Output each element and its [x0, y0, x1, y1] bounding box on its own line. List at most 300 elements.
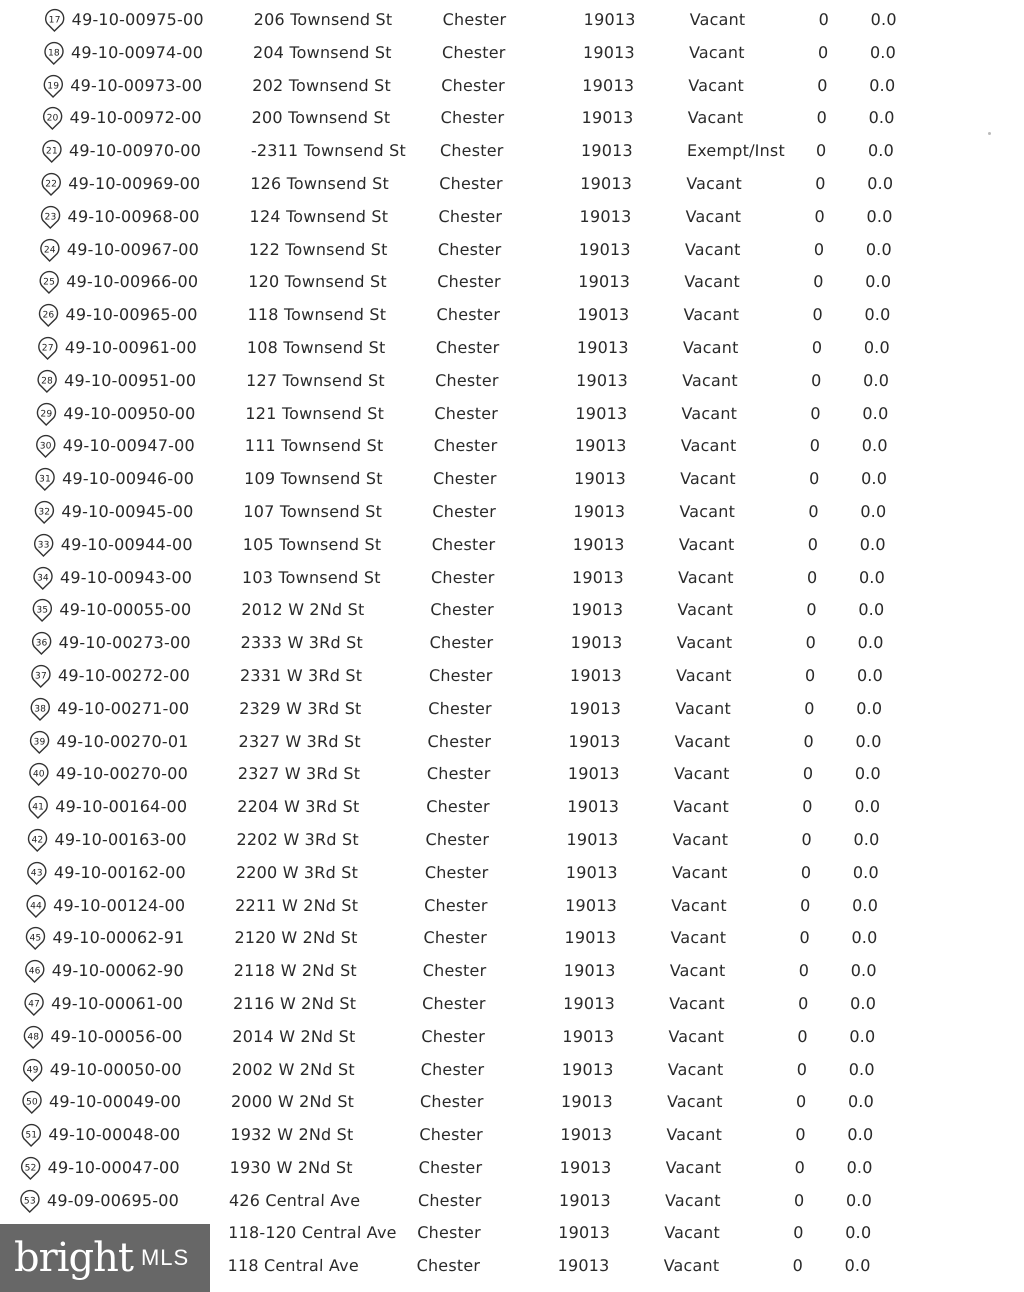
table-row [0, 168, 1021, 201]
parcel-id: 49-10-00965-00 [65, 305, 198, 325]
count-value: 0 [811, 337, 823, 357]
map-pin-icon[interactable] [20, 1123, 43, 1147]
map-pin-icon[interactable] [24, 926, 47, 950]
city: Chester [435, 337, 500, 357]
status: Vacant [672, 829, 729, 849]
city: Chester [425, 797, 490, 817]
zip-code: 19013 [569, 665, 623, 685]
zip-code: 19013 [578, 239, 631, 259]
address: 200 Townsend St [251, 108, 391, 128]
count-value: 0 [793, 1223, 804, 1243]
city: Chester [434, 403, 499, 423]
address: 2000 W 2Nd St [230, 1092, 355, 1112]
table-row [0, 135, 1021, 168]
acreage-value: 0.0 [856, 665, 884, 685]
pin-number: 34 [36, 573, 50, 584]
city: Chester [423, 928, 488, 948]
map-pin-icon[interactable] [21, 1058, 44, 1082]
map-pin-icon[interactable] [35, 402, 58, 426]
pin-number: 25 [43, 277, 56, 288]
status: Vacant [666, 1092, 723, 1112]
address: 122 Townsend St [248, 239, 388, 259]
count-value: 0 [816, 108, 828, 128]
map-pin-icon[interactable] [19, 1156, 42, 1180]
acreage-value: 0.0 [855, 731, 882, 751]
map-pin-icon[interactable] [26, 828, 49, 852]
zip-code: 19013 [558, 1223, 611, 1243]
zip-code: 19013 [560, 1092, 614, 1112]
pin-number: 44 [30, 901, 43, 912]
city: Chester [420, 1059, 485, 1079]
parcel-id: 49-10-00944-00 [60, 534, 193, 554]
pin-number: 32 [38, 507, 51, 518]
parcel-id: 49-10-00961-00 [64, 337, 198, 357]
zip-code: 19013 [565, 862, 618, 882]
parcel-id: 49-10-00972-00 [69, 108, 202, 128]
zip-code: 19013 [583, 10, 636, 29]
pin-number: 30 [39, 441, 52, 452]
pin-number: 36 [35, 638, 48, 649]
zip-code: 19013 [575, 403, 628, 423]
count-value: 0 [804, 665, 816, 685]
count-value: 0 [817, 42, 829, 62]
watermark-suffix: MLS [140, 1245, 190, 1270]
status: Vacant [687, 108, 744, 128]
count-value: 0 [800, 862, 812, 882]
status: Vacant [665, 1157, 722, 1177]
pin-number: 46 [28, 966, 41, 977]
status: Vacant [683, 272, 741, 292]
acreage-value: 0.0 [857, 633, 884, 653]
acreage-value: 0.0 [847, 1125, 874, 1145]
map-pin-icon[interactable] [41, 106, 64, 130]
status: Vacant [664, 1223, 721, 1243]
status: Vacant [668, 993, 725, 1013]
count-value: 0 [802, 764, 814, 784]
table-row [0, 1054, 1002, 1087]
count-value: 0 [808, 501, 819, 521]
address: -2311 Townsend St [250, 141, 407, 161]
acreage-value: 0.0 [859, 534, 886, 554]
zip-code: 19013 [571, 600, 624, 620]
acreage-value: 0.0 [862, 370, 890, 390]
parcel-id: 49-10-00946-00 [61, 469, 195, 489]
city: Chester [421, 993, 486, 1013]
address: 111 Townsend St [244, 436, 384, 456]
map-pin-icon[interactable] [43, 8, 66, 32]
parcel-id: 49-10-00945-00 [61, 501, 194, 521]
address: 2327 W 3Rd St [237, 764, 361, 784]
parcel-id: 49-10-00048-00 [48, 1125, 181, 1145]
status: Vacant [668, 1026, 725, 1046]
count-value: 0 [806, 600, 817, 620]
map-pin-icon[interactable] [31, 598, 54, 622]
map-pin-icon[interactable] [36, 369, 59, 393]
zip-code: 19013 [566, 797, 620, 817]
table-row [0, 726, 1009, 759]
table-row [0, 890, 1005, 923]
city: Chester [431, 534, 496, 554]
pin-number: 19 [47, 81, 60, 92]
acreage-value: 0.0 [860, 469, 888, 489]
parcel-id: 49-10-00049-00 [48, 1092, 182, 1112]
map-pin-icon[interactable] [30, 631, 53, 655]
city: Chester [432, 501, 497, 521]
zip-code: 19013 [582, 42, 636, 62]
status: Vacant [670, 928, 727, 948]
city: Chester [439, 173, 504, 193]
table-row [0, 70, 1023, 103]
count-value: 0 [815, 173, 826, 193]
table-row [0, 758, 1008, 791]
count-value: 0 [797, 993, 809, 1013]
parcel-id: 49-09-00695-00 [46, 1190, 180, 1210]
acreage-value: 0.0 [866, 206, 893, 226]
count-value: 0 [794, 1157, 806, 1177]
count-value: 0 [799, 895, 811, 915]
parcel-id: 49-10-00273-00 [58, 633, 191, 653]
address: 103 Townsend St [241, 567, 381, 587]
city: Chester [434, 370, 499, 390]
status: Vacant [674, 731, 731, 751]
zip-code: 19013 [562, 1026, 615, 1046]
address: 2120 W 2Nd St [234, 928, 358, 948]
pin-number: 29 [40, 409, 53, 420]
status: Vacant [676, 633, 733, 653]
address: 2002 W 2Nd St [231, 1059, 356, 1079]
table-row [0, 463, 1014, 496]
table-row [0, 1185, 999, 1218]
address: 2327 W 3Rd St [238, 731, 362, 751]
parcel-id: 49-10-00062-90 [51, 961, 185, 981]
count-value: 0 [797, 1026, 808, 1046]
status: Vacant [667, 1059, 724, 1079]
zip-code: 19013 [564, 928, 617, 948]
parcel-id: 49-10-00951-00 [63, 370, 197, 390]
zip-code: 19013 [577, 272, 631, 292]
city: Chester [417, 1223, 482, 1243]
status: Exempt/Inst [686, 141, 786, 161]
acreage-value: 0.0 [869, 42, 897, 62]
acreage-value: 0.0 [858, 567, 886, 587]
pin-number: 27 [41, 343, 54, 354]
acreage-value: 0.0 [863, 337, 891, 357]
city: Chester [441, 42, 506, 62]
zip-code: 19013 [579, 206, 632, 226]
watermark-word: bright [14, 1235, 133, 1281]
address: 120 Townsend St [247, 272, 388, 292]
map-pin-icon[interactable] [28, 762, 51, 786]
status: Vacant [683, 305, 740, 325]
count-value: 0 [801, 829, 813, 849]
acreage-value: 0.0 [856, 698, 883, 718]
status: Vacant [679, 501, 736, 521]
table-row [0, 988, 1003, 1021]
address: 204 Townsend St [252, 42, 392, 62]
acreage-value: 0.0 [865, 239, 893, 259]
pin-number: 42 [31, 835, 44, 846]
map-pin-icon[interactable] [40, 172, 63, 196]
acreage-value: 0.0 [847, 1092, 875, 1112]
status: Vacant [679, 469, 736, 489]
map-pin-icon[interactable] [19, 1189, 42, 1213]
table-row [0, 529, 1013, 562]
status: Vacant [677, 567, 734, 587]
map-pin-icon[interactable] [41, 139, 64, 163]
count-value: 0 [803, 731, 815, 751]
table-row [0, 496, 1014, 529]
parcel-id: 49-10-00162-00 [53, 862, 187, 882]
acreage-value: 0.0 [849, 1026, 876, 1046]
city: Chester [426, 764, 491, 784]
status: Vacant [671, 862, 728, 882]
address: 108 Townsend St [246, 337, 386, 357]
status: Vacant [689, 10, 746, 29]
parcel-id: 49-10-00966-00 [65, 272, 199, 292]
table-row [0, 398, 1016, 431]
map-pin-icon[interactable] [37, 303, 60, 327]
count-value: 0 [804, 698, 815, 718]
map-pin-icon[interactable] [32, 566, 55, 590]
address: 426 Central Ave [228, 1190, 361, 1210]
acreage-value: 0.0 [864, 305, 891, 325]
city: Chester [429, 633, 494, 653]
status: Vacant [688, 75, 745, 95]
status: Vacant [681, 370, 739, 390]
zip-code: 19013 [571, 567, 625, 587]
parcel-id: 49-10-00164-00 [54, 797, 188, 817]
map-pin-icon[interactable] [42, 74, 65, 98]
count-value: 0 [814, 206, 826, 226]
map-pin-icon[interactable] [23, 959, 46, 983]
zip-code: 19013 [576, 337, 629, 357]
city: Chester [424, 862, 489, 882]
pin-number: 21 [45, 146, 58, 157]
map-pin-icon[interactable] [34, 467, 57, 491]
map-pin-icon[interactable] [43, 41, 66, 65]
city: Chester [439, 141, 504, 161]
map-pin-icon[interactable] [28, 730, 51, 754]
acreage-value: 0.0 [867, 173, 894, 193]
map-pin-icon[interactable] [37, 336, 60, 360]
city: Chester [423, 895, 488, 915]
status: Vacant [663, 1256, 720, 1276]
city: Chester [436, 305, 501, 325]
address: 109 Townsend St [243, 469, 383, 489]
pin-number: 28 [41, 376, 54, 387]
pin-number: 48 [27, 1032, 40, 1043]
table-row [0, 955, 1004, 988]
count-value: 0 [807, 534, 819, 554]
map-pin-icon[interactable] [23, 992, 46, 1016]
acreage-value: 0.0 [853, 797, 881, 817]
acreage-value: 0.0 [845, 1190, 873, 1210]
parcel-table [0, 4, 1024, 1283]
status: Vacant [666, 1125, 723, 1145]
address: 107 Townsend St [243, 501, 383, 521]
table-row [0, 693, 1010, 726]
table-row [0, 234, 1019, 267]
count-value: 0 [798, 961, 810, 981]
acreage-value: 0.0 [861, 436, 888, 456]
count-value: 0 [810, 370, 822, 390]
city: Chester [438, 206, 503, 226]
city: Chester [428, 665, 493, 685]
city: Chester [421, 1026, 486, 1046]
address: 118 Central Ave [227, 1256, 360, 1276]
address: 127 Townsend St [245, 370, 386, 390]
map-pin-icon[interactable] [39, 238, 62, 262]
acreage-value: 0.0 [849, 993, 877, 1013]
map-pin-icon[interactable] [38, 270, 61, 294]
map-pin-icon[interactable] [30, 664, 53, 688]
table-row [0, 594, 1012, 627]
city: Chester [436, 272, 501, 292]
status: Vacant [682, 337, 739, 357]
table-row [0, 1152, 1000, 1185]
parcel-id: 49-10-00271-00 [57, 698, 190, 718]
parcel-id: 49-10-00967-00 [66, 239, 200, 259]
pin-number: 18 [47, 48, 61, 59]
address: 2204 W 3Rd St [236, 797, 360, 817]
table-row [0, 1119, 1001, 1152]
map-pin-icon[interactable] [34, 434, 57, 458]
count-value: 0 [818, 10, 830, 29]
parcel-id: 49-10-00272-00 [57, 665, 191, 685]
address: 206 Townsend St [253, 10, 393, 29]
acreage-value: 0.0 [848, 1059, 875, 1079]
parcel-id: 49-10-00943-00 [59, 567, 193, 587]
map-pin-icon[interactable] [22, 1025, 45, 1049]
count-value: 0 [813, 239, 825, 259]
zip-code: 19013 [580, 173, 633, 193]
map-pin-icon[interactable] [32, 533, 55, 557]
map-pin-icon[interactable] [25, 894, 48, 918]
city: Chester [425, 829, 490, 849]
table-row [0, 824, 1007, 857]
status: Vacant [670, 895, 728, 915]
address: 2331 W 3Rd St [239, 665, 363, 685]
count-value: 0 [815, 141, 827, 161]
city: Chester [430, 600, 495, 620]
address: 118-120 Central Ave [228, 1223, 397, 1243]
zip-code: 19013 [572, 534, 625, 554]
count-value: 0 [795, 1092, 807, 1112]
city: Chester [418, 1157, 483, 1177]
pin-number: 43 [30, 868, 43, 879]
table-row [0, 1086, 1001, 1119]
pin-number: 40 [32, 769, 45, 780]
city: Chester [430, 567, 495, 587]
pin-number: 47 [28, 999, 41, 1010]
parcel-id: 49-10-00124-00 [52, 895, 186, 915]
count-value: 0 [792, 1256, 804, 1276]
city: Chester [422, 961, 487, 981]
count-value: 0 [805, 633, 817, 653]
zip-code: 19013 [566, 829, 619, 849]
city: Chester [433, 436, 498, 456]
address: 2329 W 3Rd St [239, 698, 362, 718]
pin-number: 51 [25, 1130, 38, 1141]
status: Vacant [675, 698, 732, 718]
zip-code: 19013 [568, 731, 621, 751]
count-value: 0 [806, 567, 818, 587]
zip-code: 19013 [564, 895, 618, 915]
map-pin-icon[interactable] [27, 795, 50, 819]
map-pin-icon[interactable] [29, 697, 52, 721]
zip-code: 19013 [573, 501, 626, 521]
zip-code: 19013 [560, 1125, 613, 1145]
zip-code: 19013 [573, 469, 627, 489]
zip-code: 19013 [570, 633, 623, 653]
acreage-value: 0.0 [845, 1223, 872, 1243]
parcel-id: 49-10-00055-00 [59, 600, 192, 620]
table-row [0, 857, 1006, 890]
parcel-id: 49-10-00047-00 [47, 1157, 180, 1177]
address: 202 Townsend St [252, 75, 392, 95]
address: 105 Townsend St [242, 534, 382, 554]
pin-number: 26 [42, 310, 55, 321]
parcel-id: 49-10-00061-00 [50, 993, 184, 1013]
zip-code: 19013 [577, 305, 630, 325]
count-value: 0 [812, 272, 824, 292]
acreage-value: 0.0 [862, 403, 889, 423]
map-pin-icon[interactable] [26, 861, 49, 885]
pin-number: 52 [24, 1163, 37, 1174]
parcel-id: 49-10-00969-00 [68, 173, 201, 193]
table-row [0, 627, 1011, 660]
map-pin-icon[interactable] [39, 205, 62, 229]
count-value: 0 [809, 436, 821, 456]
parcel-id: 49-10-00968-00 [67, 206, 200, 226]
acreage-value: 0.0 [868, 108, 895, 128]
zip-code: 19013 [575, 370, 629, 390]
table-row [0, 365, 1016, 398]
table-row [0, 660, 1010, 693]
stray-dot [988, 132, 991, 135]
address: 2200 W 3Rd St [235, 862, 359, 882]
acreage-value: 0.0 [864, 272, 892, 292]
table-row [0, 430, 1015, 463]
status: Vacant [688, 42, 745, 62]
count-value: 0 [817, 75, 828, 95]
parcel-id: 49-10-00270-01 [56, 731, 189, 751]
pin-number: 50 [25, 1097, 39, 1108]
count-value: 0 [795, 1125, 806, 1145]
acreage-value: 0.0 [851, 928, 878, 948]
pin-number: 49 [26, 1065, 39, 1075]
pin-number: 53 [23, 1196, 36, 1207]
pin-number: 31 [39, 474, 52, 485]
table-row [0, 201, 1020, 234]
zip-code: 19013 [558, 1190, 612, 1210]
map-pin-icon[interactable] [33, 500, 56, 524]
acreage-value: 0.0 [867, 141, 895, 161]
parcel-id: 49-10-00975-00 [71, 10, 204, 29]
map-pin-icon[interactable] [21, 1090, 44, 1114]
acreage-value: 0.0 [850, 961, 877, 981]
parcel-id: 49-10-00163-00 [54, 829, 187, 849]
table-row [0, 299, 1018, 332]
zip-code: 19013 [561, 1059, 614, 1079]
address: 2014 W 2Nd St [232, 1026, 356, 1046]
count-value: 0 [801, 797, 813, 817]
address: 126 Townsend St [250, 173, 390, 193]
status: Vacant [677, 600, 734, 620]
status: Vacant [675, 665, 732, 685]
address: 2211 W 2Nd St [234, 895, 359, 915]
status: Vacant [681, 403, 738, 423]
